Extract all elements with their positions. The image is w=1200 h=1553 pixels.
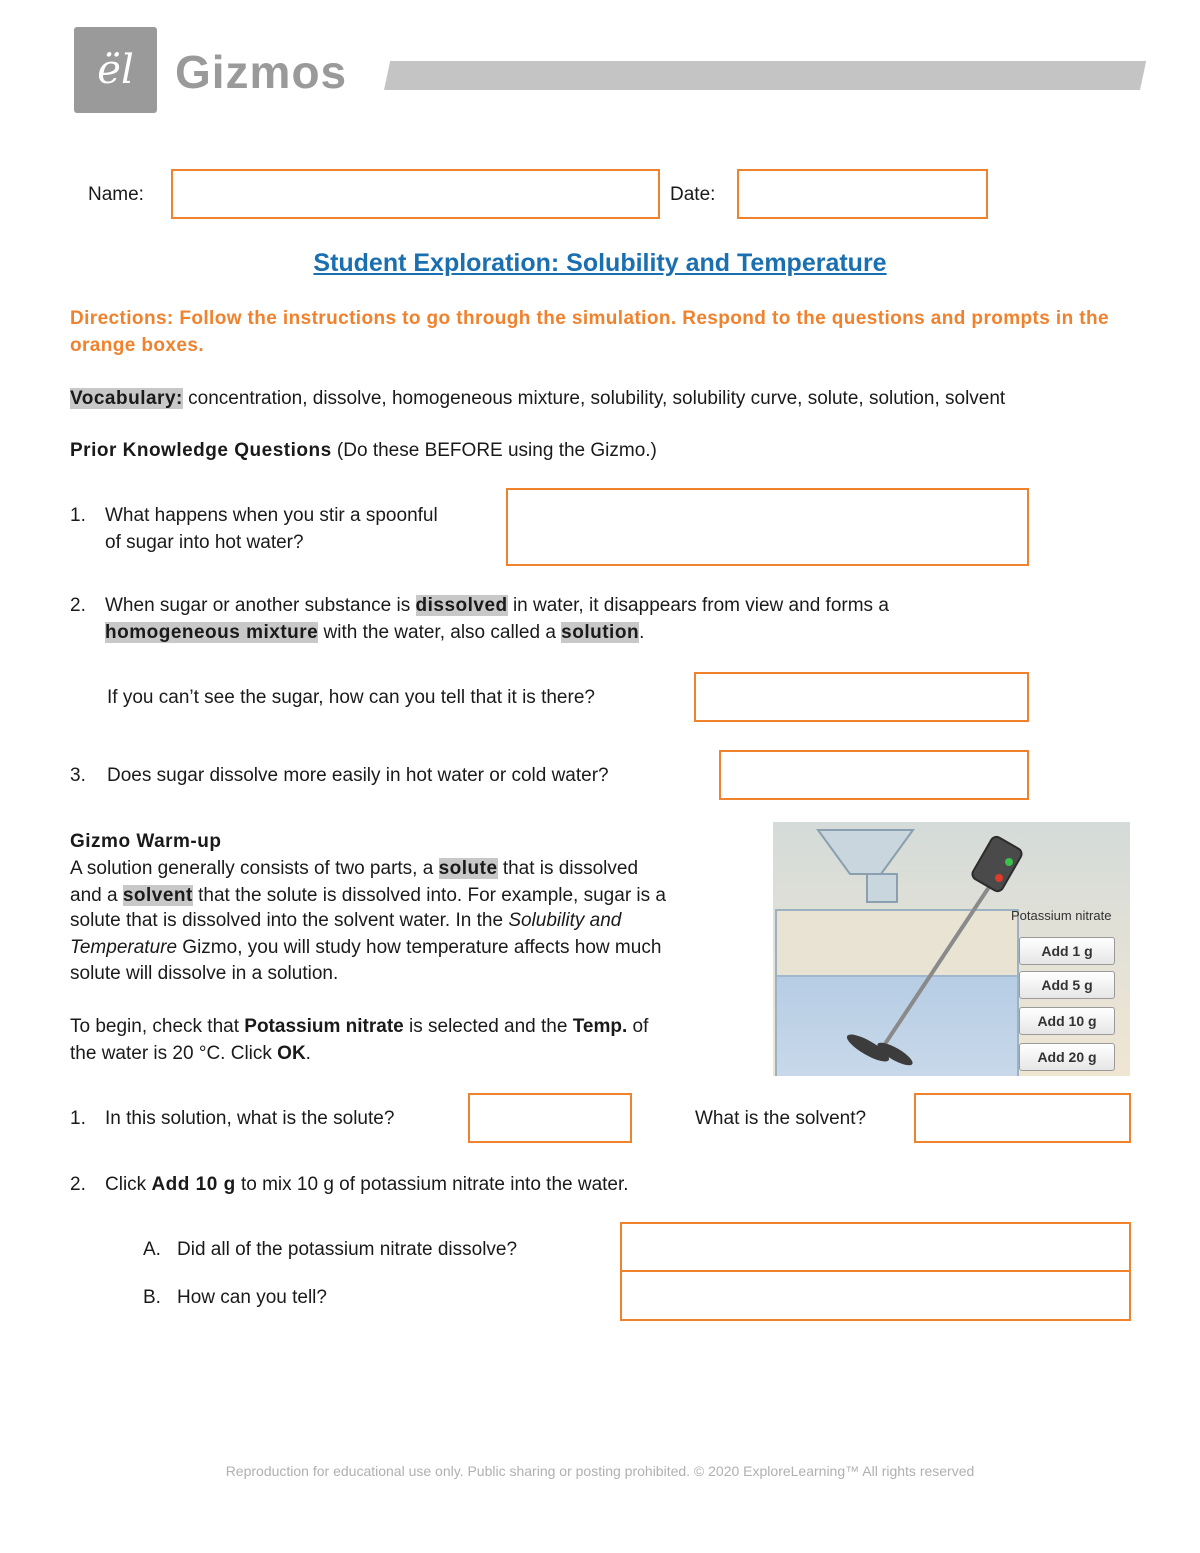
q2-text-b: in water, it disappears from view and forms a: [507, 595, 889, 616]
q1-answer-box[interactable]: [506, 488, 1029, 566]
q2-line1: [105, 592, 889, 619]
bold-add-10g: Add 10 g: [151, 1174, 236, 1195]
qa-answer-box[interactable]: [620, 1222, 1131, 1272]
solvent-question: What is the solvent?: [695, 1108, 867, 1129]
name-label: Name:: [88, 184, 144, 205]
q3-number: 3.: [70, 765, 86, 786]
warmup-line4: [70, 934, 661, 961]
gizmo-name-italic: Solubility and: [508, 910, 622, 931]
bold-potassium-nitrate: Potassium nitrate: [244, 1016, 404, 1037]
page-title: Student Exploration: Solubility and Temperature: [313, 249, 887, 277]
solvent-answer-box[interactable]: [914, 1093, 1131, 1143]
prior-note: (Do these BEFORE using the Gizmo.): [331, 440, 657, 461]
bold-temp: Temp.: [572, 1016, 628, 1037]
warmup-instruction-1: [70, 1013, 648, 1040]
gizmo-name-italic: Temperature: [70, 937, 178, 958]
qb-letter: B.: [143, 1287, 161, 1308]
qb-answer-box[interactable]: [620, 1270, 1131, 1321]
q2-text-a: When sugar or another substance is: [105, 595, 416, 616]
q3-text: Does sugar dissolve more easily in hot water or cold water?: [107, 765, 609, 786]
add-1g-button[interactable]: Add 1 g: [1019, 937, 1115, 965]
warmup-heading-text: Gizmo Warm-up: [70, 831, 222, 852]
vocabulary-terms: concentration, dissolve, homogeneous mixture, solubility, solubility curve, solute, solution, solvent: [182, 388, 1006, 409]
warmup-text: A solution generally consists of two parts, a: [70, 858, 439, 879]
q1-number: 1.: [70, 505, 86, 526]
term-homogeneous-mixture: homogeneous mixture: [105, 622, 319, 643]
warmup-heading: [70, 828, 221, 855]
gizmo-simulation-image: [773, 822, 1130, 1076]
sim-substance-label: Potassium nitrate: [1011, 908, 1112, 923]
warmup-line3: [70, 907, 621, 934]
solute-answer-box[interactable]: [468, 1093, 632, 1143]
date-label: Date:: [670, 184, 716, 205]
warmup-text: that the solute is dissolved into. For example, sugar is a: [192, 885, 666, 906]
warmup-line5: solute will dissolve in a solution.: [70, 963, 339, 984]
directions: Directions: Follow the instructions to go through the simulation. Respond to the questions and prompts in the orange boxes.: [70, 308, 1109, 356]
prior-heading-text: Prior Knowledge Questions: [70, 440, 332, 461]
warmup-q1-number: 1.: [70, 1108, 86, 1129]
term-solute: solute: [438, 858, 498, 879]
footer-copyright: Reproduction for educational use only. Public sharing or posting prohibited. © 2020 ExploreLearning™ All rights reserved: [225, 1463, 975, 1479]
explorelearning-logo-icon: ël: [97, 47, 134, 93]
logo-tile: [74, 27, 157, 113]
q2-answer-box[interactable]: [694, 672, 1029, 722]
q2-line2: [105, 619, 644, 646]
warmup-text: Click: [105, 1174, 152, 1195]
warmup-text: of: [627, 1016, 649, 1037]
date-field[interactable]: [737, 169, 988, 219]
add-5g-button[interactable]: Add 5 g: [1019, 971, 1115, 999]
warmup-text: Gizmo, you will study how temperature affects how much: [177, 937, 662, 958]
warmup-line2: [70, 882, 666, 909]
prior-knowledge-heading: [70, 437, 657, 464]
warmup-text: and a: [70, 885, 123, 906]
qa-text: Did all of the potassium nitrate dissolve?: [177, 1239, 518, 1260]
term-dissolved: dissolved: [415, 595, 508, 616]
q1-line2: of sugar into hot water?: [105, 532, 304, 553]
warmup-instruction-2: [70, 1040, 311, 1067]
warmup-text: solute that is dissolved into the solvent water. In the: [70, 910, 509, 931]
warmup-text: the water is 20 °C. Click: [70, 1043, 278, 1064]
warmup-q2-text: [105, 1171, 629, 1198]
warmup-line1: [70, 855, 638, 882]
qb-text: How can you tell?: [177, 1287, 327, 1308]
warmup-text: .: [305, 1043, 311, 1064]
term-solvent: solvent: [122, 885, 193, 906]
q2-followup: If you can’t see the sugar, how can you tell that it is there?: [107, 687, 595, 708]
add-10g-button[interactable]: Add 10 g: [1019, 1007, 1115, 1035]
warmup-text: to mix 10 g of potassium nitrate into the water.: [235, 1174, 629, 1195]
bold-ok: OK: [277, 1043, 306, 1064]
vocabulary-label: Vocabulary:: [70, 388, 183, 409]
q2-number: 2.: [70, 595, 86, 616]
qa-letter: A.: [143, 1239, 161, 1260]
add-20g-button[interactable]: Add 20 g: [1019, 1043, 1115, 1071]
q2-text-d: .: [639, 622, 645, 643]
warmup-text: that is dissolved: [497, 858, 639, 879]
vocabulary: [70, 385, 1005, 412]
name-field[interactable]: [171, 169, 660, 219]
warmup-text: To begin, check that: [70, 1016, 245, 1037]
q2-text-c: with the water, also called a: [318, 622, 562, 643]
q1-line1: What happens when you stir a spoonful: [105, 505, 438, 526]
brand-name: Gizmos: [175, 46, 348, 98]
term-solution: solution: [561, 622, 640, 643]
warmup-text: is selected and the: [403, 1016, 573, 1037]
warmup-q2-number: 2.: [70, 1174, 86, 1195]
header-bar: [384, 61, 1146, 90]
warmup-q1-text: In this solution, what is the solute?: [105, 1108, 395, 1129]
q3-answer-box[interactable]: [719, 750, 1029, 800]
